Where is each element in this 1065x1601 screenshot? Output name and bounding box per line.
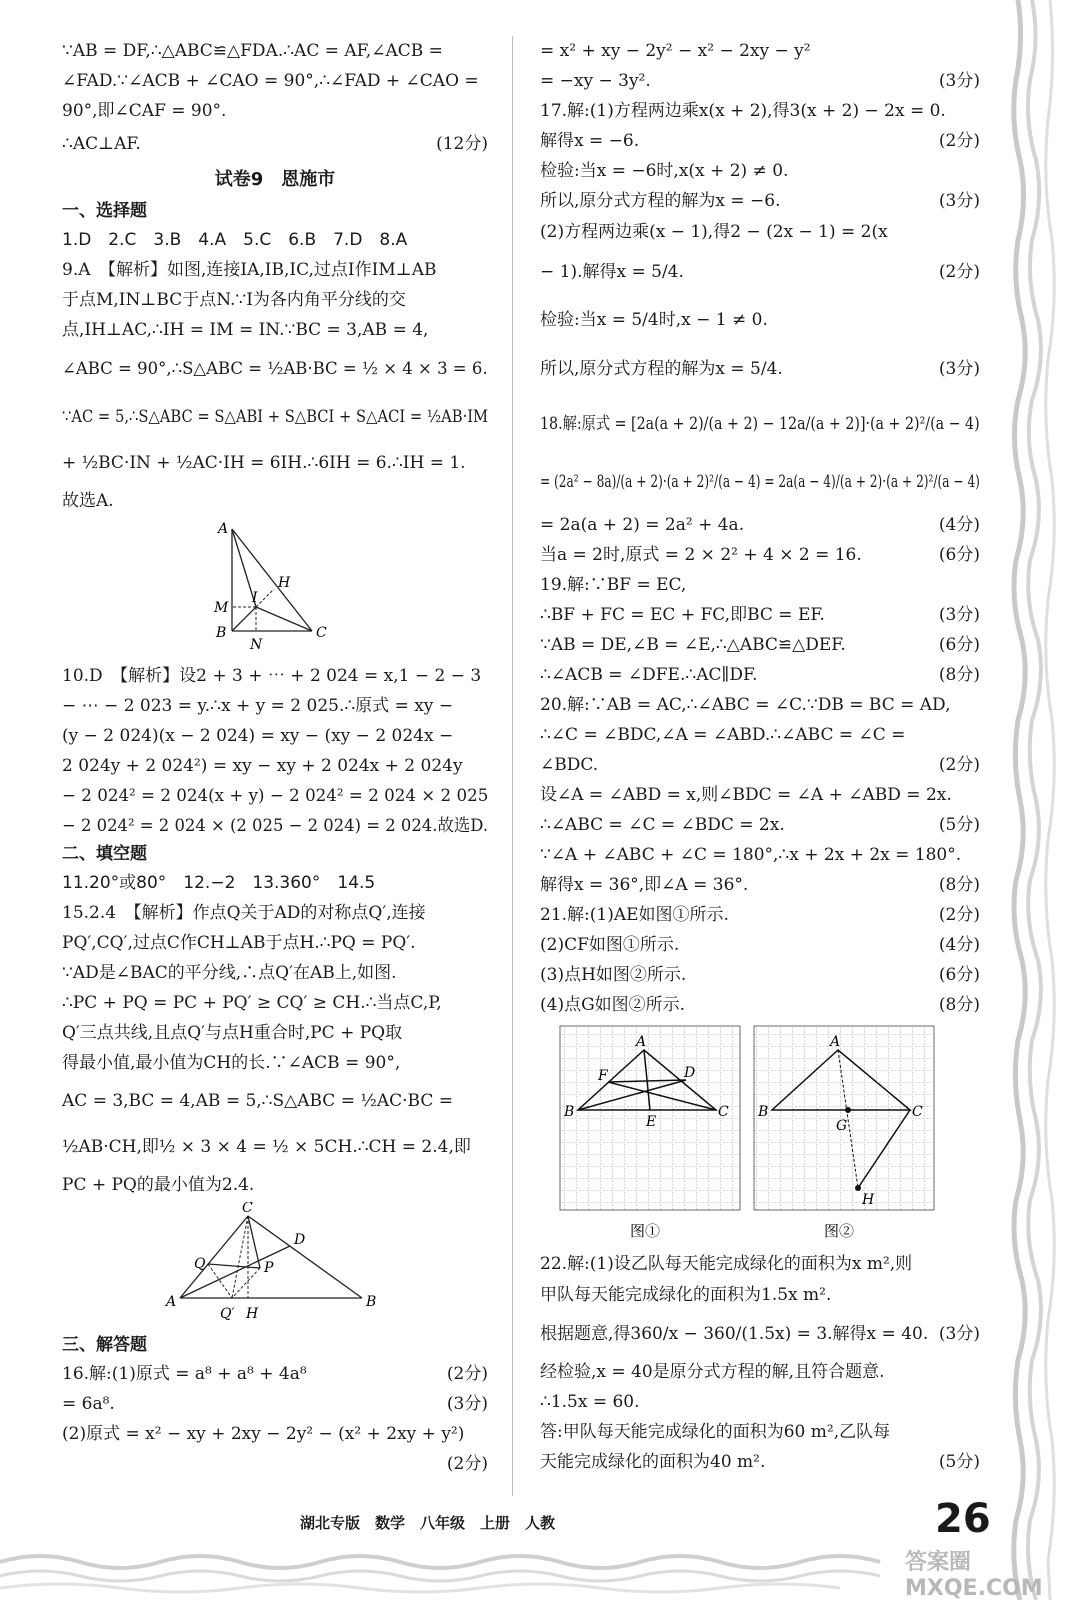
line-text: Q′三点共线,且点Q′与点H重合时,PC + PQ取 <box>62 1023 403 1043</box>
footer-text: 湖北专版 数学 八年级 上册 人教 <box>300 1514 556 1532</box>
right-line <box>540 126 980 156</box>
right-line <box>540 750 980 780</box>
label-d-left: D <box>684 1065 696 1081</box>
line-text: (2)方程两边乘(x − 1),得2 − (2x − 1) = 2(x <box>540 222 888 242</box>
right-line <box>540 454 980 510</box>
right-line <box>540 1279 980 1311</box>
line-text: 19.解:∵BF = EC, <box>540 575 687 595</box>
right-line <box>540 810 980 840</box>
label-h: H <box>246 1306 259 1322</box>
decorative-border-right <box>1010 0 1065 1600</box>
line-text: ∴∠ABC = ∠C = ∠BDC = 2x. <box>540 815 785 835</box>
left-line <box>62 66 488 96</box>
score-label: (3分) <box>938 1324 980 1344</box>
left-line <box>62 126 488 162</box>
line-text: 2 024y + 2 024²) = xy − xy + 2 024x + 2 024y <box>62 756 463 776</box>
right-line <box>540 870 980 900</box>
score-label: (3分) <box>938 191 980 211</box>
left-line <box>62 96 488 126</box>
line-text: ½AB·CH,即½ × 3 × 4 = ½ × 5CH.∴CH = 2.4,即 <box>62 1137 471 1157</box>
left-line <box>62 225 488 255</box>
label-p: P <box>264 1260 274 1276</box>
right-line <box>540 344 980 394</box>
right-line <box>540 990 980 1020</box>
left-line <box>62 928 488 958</box>
right-line <box>540 1311 980 1357</box>
right-line <box>540 660 980 690</box>
line-text: ∴∠C = ∠BDC,∠A = ∠ABD.∴∠ABC = ∠C = <box>540 725 906 745</box>
watermark: 答案圈 MXQE.COM <box>905 1550 1043 1601</box>
line-text: 所以,原分式方程的解为x = 5/4. <box>540 359 783 379</box>
segment-ib <box>232 607 256 631</box>
score-label: (6分) <box>938 965 980 985</box>
right-line <box>540 600 980 630</box>
score-label: (2分) <box>938 131 980 151</box>
left-column <box>62 36 488 1479</box>
line-text: 一、选择题 <box>62 201 147 221</box>
line-text: 22.解:(1)设乙队每天能完成绿化的面积为x m²,则 <box>540 1254 913 1274</box>
edge-cb <box>248 1216 362 1298</box>
line-text: 答:甲队每天能完成绿化的面积为60 m²,乙队每 <box>540 1422 891 1442</box>
right-line <box>540 216 980 248</box>
point-h <box>855 1185 861 1191</box>
left-line <box>62 393 488 441</box>
left-line <box>62 691 488 721</box>
score-label: (5分) <box>938 815 980 835</box>
score-label: (3分) <box>938 359 980 379</box>
left-line <box>62 198 488 225</box>
line-text: ∴AC⊥AF. <box>62 134 141 154</box>
caption-figure-1: 图① <box>630 1222 661 1240</box>
score-label: (3分) <box>938 605 980 625</box>
left-line <box>62 868 488 898</box>
label-i: I <box>252 590 258 606</box>
page-number: 26 <box>935 1496 991 1542</box>
label-q-prime: Q′ <box>220 1306 235 1322</box>
figure-21-grids <box>540 1022 980 1244</box>
line-text: ∴∠ACB = ∠DFE.∴AC∥DF. <box>540 665 758 685</box>
line-text: 经检验,x = 40是原分式方程的解,且符合题意. <box>540 1362 885 1382</box>
line-text: = x² + xy − 2y² − x² − 2xy − y² <box>540 41 811 61</box>
right-line <box>540 900 980 930</box>
right-line <box>540 186 980 216</box>
label-h-right: H <box>862 1192 875 1208</box>
label-b-right: B <box>758 1104 769 1120</box>
segment-ic <box>256 607 312 631</box>
line-text: ∵AD是∠BAC的平分线,∴点Q′在AB上,如图. <box>62 963 397 983</box>
left-line <box>62 958 488 988</box>
label-h: H <box>278 575 291 591</box>
line-text: AC = 3,BC = 4,AB = 5,∴S△ABC = ½AC·BC = <box>62 1091 453 1111</box>
figure-fig2 <box>62 1202 488 1330</box>
line-text: ∠BDC. <box>540 755 599 775</box>
left-line <box>62 1359 488 1389</box>
left-line <box>62 1018 488 1048</box>
left-line <box>62 1419 488 1449</box>
line-text: 当a = 2时,原式 = 2 × 2² + 4 × 2 = 16. <box>540 545 862 565</box>
right-line <box>540 630 980 660</box>
right-line <box>540 36 980 66</box>
score-label: (5分) <box>938 1452 980 1472</box>
line-text: 1.D 2.C 3.B 4.A 5.C 6.B 7.D 8.A <box>62 230 408 250</box>
right-line <box>540 1357 980 1387</box>
line-text: (3)点H如图②所示. <box>540 965 687 985</box>
line-text: 11.20°或80° 12.−2 13.360° 14.5 <box>62 873 376 893</box>
right-line <box>540 720 980 750</box>
line-text: 点,IH⊥AC,∴IH = IM = IN.∵BC = 3,AB = 4, <box>62 320 429 340</box>
line-text: − 2 024² = 2 024(x + y) − 2 024² = 2 024 × 2 025 <box>62 786 488 806</box>
line-text: − 1).解得x = 5/4. <box>540 262 684 282</box>
line-text: 天能完成绿化的面积为40 m². <box>540 1452 766 1472</box>
segment-ad <box>180 1246 290 1298</box>
label-c-left: C <box>718 1104 729 1120</box>
segment-ih <box>256 589 274 607</box>
score-label: (2分) <box>446 1364 488 1384</box>
line-text: ∵AB = DF,∴△ABC≌△FDA.∴AC = AF,∠ACB = <box>62 41 443 61</box>
line-text: + ½BC·IN + ½AC·IH = 6IH.∴6IH = 6.∴IH = 1. <box>62 453 466 473</box>
right-line <box>540 540 980 570</box>
column-divider <box>512 36 513 1496</box>
right-line <box>540 1417 980 1447</box>
line-text: ∴BF + FC = EC + FC,即BC = EF. <box>540 605 825 625</box>
label-f-left: F <box>598 1068 608 1084</box>
label-e-left: E <box>646 1114 657 1130</box>
right-line <box>540 960 980 990</box>
score-label: (4分) <box>938 935 980 955</box>
label-q: Q <box>194 1256 206 1272</box>
line-text: 20.解:∵AB = AC,∴∠ABC = ∠C.∵DB = BC = AD, <box>540 695 951 715</box>
segment-q-q-prime <box>208 1264 232 1298</box>
figure-fig3 <box>540 1022 980 1247</box>
left-line <box>62 345 488 393</box>
label-a-right: A <box>830 1034 841 1050</box>
left-line <box>62 1170 488 1200</box>
right-line <box>540 840 980 870</box>
line-text: ∵AB = DE,∠B = ∠E,∴△ABC≌△DEF. <box>540 635 846 655</box>
line-text: 解得x = 36°,即∠A = 36°. <box>540 875 749 895</box>
line-text: 于点M,IN⊥BC于点N.∵I为各内角平分线的交 <box>62 290 406 310</box>
right-line <box>540 66 980 96</box>
left-line <box>62 1078 488 1124</box>
score-label: (8分) <box>938 875 980 895</box>
line-text: 故选A. <box>62 491 114 511</box>
line-text: 10.D 【解析】设2 + 3 + ⋯ + 2 024 = x,1 − 2 − 3 <box>62 666 482 686</box>
right-line <box>540 930 980 960</box>
score-label: (8分) <box>938 995 980 1015</box>
left-line <box>62 441 488 485</box>
caption-figure-2: 图② <box>824 1222 855 1240</box>
right-column <box>540 36 980 1477</box>
line-text: (2)原式 = x² − xy + 2xy − 2y² − (x² + 2xy + y²) <box>62 1424 465 1444</box>
segment-cq-prime <box>232 1216 248 1298</box>
right-line <box>540 1249 980 1279</box>
line-text: 15.2.4 【解析】作点Q关于AD的对称点Q′,连接 <box>62 903 426 923</box>
right-line <box>540 570 980 600</box>
score-label: (2分) <box>938 755 980 775</box>
left-line <box>62 1389 488 1419</box>
line-text: 检验:当x = −6时,x(x + 2) ≠ 0. <box>540 161 789 181</box>
left-line <box>62 1048 488 1078</box>
right-line <box>540 780 980 810</box>
right-line <box>540 690 980 720</box>
left-line <box>62 751 488 781</box>
line-text: 解得x = −6. <box>540 131 640 151</box>
segment-qp <box>208 1264 260 1268</box>
left-line <box>62 781 488 811</box>
line-text: = −xy − 3y². <box>540 71 651 91</box>
line-text: = (2a² − 8a)/(a + 2)·(a + 2)²/(a − 4) = 2a(a − 4)/(a + 2)·(a + 2)²/(a − 4) <box>540 472 980 492</box>
score-label: (8分) <box>938 665 980 685</box>
line-text: 试卷9 恩施市 <box>214 169 336 190</box>
line-text: = 2a(a + 2) = 2a² + 4a. <box>540 515 745 535</box>
left-line <box>62 988 488 1018</box>
right-line <box>540 96 980 126</box>
left-line <box>62 315 488 345</box>
line-text: 17.解:(1)方程两边乘x(x + 2),得3(x + 2) − 2x = 0. <box>540 101 946 121</box>
right-line <box>540 394 980 454</box>
line-text: = 6a⁸. <box>62 1394 115 1414</box>
line-text: − ⋯ − 2 023 = y.∴x + y = 2 025.∴原式 = xy − <box>62 696 454 716</box>
line-text: 根据题意,得360/x − 360/(1.5x) = 3.解得x = 40. <box>540 1324 929 1344</box>
left-line <box>62 285 488 315</box>
left-line <box>62 898 488 928</box>
figure-fig1 <box>62 519 488 659</box>
line-text: (2)CF如图①所示. <box>540 935 680 955</box>
label-m: M <box>214 600 229 616</box>
line-text: 所以,原分式方程的解为x = −6. <box>540 191 781 211</box>
label-b-left: B <box>564 1104 575 1120</box>
line-text: ∴1.5x = 60. <box>540 1392 640 1412</box>
label-a-left: A <box>636 1034 647 1050</box>
left-line <box>62 661 488 691</box>
right-line <box>540 156 980 186</box>
right-line <box>540 510 980 540</box>
line-text: 9.A 【解析】如图,连接IA,IB,IC,过点I作IM⊥AB <box>62 260 437 280</box>
right-line <box>540 248 980 296</box>
line-text: 16.解:(1)原式 = a⁸ + a⁸ + 4a⁸ <box>62 1364 307 1384</box>
score-label: (2分) <box>446 1454 488 1474</box>
score-label: (2分) <box>938 905 980 925</box>
left-line <box>62 162 488 198</box>
line-text: 90°,即∠CAF = 90°. <box>62 101 227 121</box>
segment-pq-prime <box>232 1268 260 1298</box>
label-c: C <box>316 625 327 641</box>
right-line <box>540 1447 980 1477</box>
line-text: PQ′,CQ′,过点C作CH⊥AB于点H.∴PQ = PQ′. <box>62 933 416 953</box>
left-line <box>62 36 488 66</box>
line-text: 检验:当x = 5/4时,x − 1 ≠ 0. <box>540 310 768 330</box>
left-line <box>62 1332 488 1359</box>
line-text: − 2 024² = 2 024 × (2 025 − 2 024) = 2 024.故选D. <box>62 816 488 836</box>
line-text: 三、解答题 <box>62 1335 147 1355</box>
score-label: (3分) <box>938 71 980 91</box>
right-line <box>540 296 980 344</box>
label-d: D <box>294 1232 306 1248</box>
line-text: ∴PC + PQ = PC + PQ′ ≥ CQ′ ≥ CH.∴当点C,P, <box>62 993 442 1013</box>
score-label: (3分) <box>446 1394 488 1414</box>
line-text: PC + PQ的最小值为2.4. <box>62 1175 255 1195</box>
score-label: (2分) <box>938 262 980 282</box>
label-a: A <box>218 521 229 537</box>
point-g <box>845 1107 851 1113</box>
line-text: 设∠A = ∠ABD = x,则∠BDC = ∠A + ∠ABD = 2x. <box>540 785 952 805</box>
edge-ca <box>180 1216 248 1298</box>
line-text: ∵∠A + ∠ABC + ∠C = 180°,∴x + 2x + 2x = 180°. <box>540 845 962 865</box>
label-c-right: C <box>912 1104 923 1120</box>
line-text: ∠ABC = 90°,∴S△ABC = ½AB·BC = ½ × 4 × 3 = 6. <box>62 359 488 379</box>
line-text: ∵AC = 5,∴S△ABC = S△ABI + S△BCI + S△ACI = ½AB·IM <box>62 407 488 427</box>
line-text: 18.解:原式 = [2a(a + 2)/(a + 2) − 12a/(a + 2)]·(a + 2)²/(a − 4) <box>540 414 980 434</box>
score-label: (12分) <box>436 134 488 154</box>
line-text: (y − 2 024)(x − 2 024) = xy − (xy − 2 024x − <box>62 726 454 746</box>
line-text: ∠FAD.∵∠ACB + ∠CAO = 90°,∴∠FAD + ∠CAO = <box>62 71 479 91</box>
label-g-right: G <box>836 1118 848 1134</box>
score-label: (6分) <box>938 635 980 655</box>
figure-9-triangle <box>212 519 352 655</box>
edge-ac <box>232 529 312 631</box>
label-n: N <box>250 637 263 653</box>
label-c: C <box>242 1202 253 1216</box>
score-label: (4分) <box>938 515 980 535</box>
label-a: A <box>166 1294 177 1310</box>
left-line <box>62 485 488 517</box>
left-line <box>62 841 488 868</box>
line-text: 二、填空题 <box>62 844 147 864</box>
label-b: B <box>216 625 227 641</box>
left-line <box>62 255 488 285</box>
figure-15-triangle <box>162 1202 392 1328</box>
left-line <box>62 721 488 751</box>
line-text: (4)点G如图②所示. <box>540 995 686 1015</box>
line-text: 甲队每天能完成绿化的面积为1.5x m². <box>540 1285 832 1305</box>
label-b: B <box>366 1294 377 1310</box>
right-line <box>540 1387 980 1417</box>
line-text: 得最小值,最小值为CH的长.∵∠ACB = 90°, <box>62 1053 401 1073</box>
left-line <box>62 1124 488 1170</box>
score-label: (6分) <box>938 545 980 565</box>
left-line <box>62 1449 488 1479</box>
line-text: 21.解:(1)AE如图①所示. <box>540 905 729 925</box>
left-line <box>62 811 488 841</box>
